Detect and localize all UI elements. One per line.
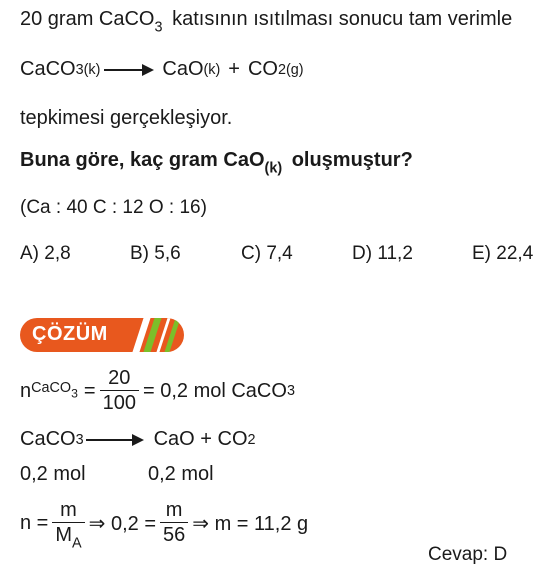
solution-reaction: CaCO 3 CaO + CO 2: [20, 428, 256, 450]
solution-mass-equation: n = $\frac{m}{M_A}$ ⇒ 0,2 = $\frac{m}{56}$ ⇒ m = 11,2 g: [20, 499, 309, 552]
question-prompt: Buna göre, kaç gram CaO$_{(k)}$ oluşmuştur?: [20, 149, 413, 177]
answer-label: Cevap: D: [428, 544, 508, 565]
option-c[interactable]: C) 7,4: [241, 243, 293, 264]
solution-mole-left: 0,2 mol: [20, 463, 86, 485]
option-e[interactable]: E) 22,4: [472, 243, 534, 264]
option-d[interactable]: D) 11,2: [352, 243, 413, 264]
reaction-arrow-icon: [104, 64, 154, 76]
solution-mole-right: 0,2 mol: [148, 463, 214, 485]
atomic-masses: (Ca : 40 C : 12 O : 16): [20, 197, 207, 218]
solution-mole-equation: n CaCO$_3$ = $\frac{20}{100}$ = 0,2 mol CaCO 3: [20, 367, 295, 414]
fraction: $\frac{20}{100}$: [100, 368, 139, 414]
reaction-equation: CaCO 3(k) CaO (k) + CO 2(g): [20, 58, 304, 80]
question-intro: 20 gram CaCO$_3$ katısının ısıtılması sonucu tam verimle: [20, 8, 513, 36]
fraction: $\frac{m}{56}$: [160, 500, 188, 546]
fraction: $\frac{m}{M_A}$: [52, 500, 84, 546]
reaction-arrow-icon: [86, 434, 144, 446]
solution-banner: ÇÖZÜM: [20, 318, 184, 352]
option-b[interactable]: B) 5,6: [130, 243, 181, 264]
option-a[interactable]: A) 2,8: [20, 243, 71, 264]
question-line3: tepkimesi gerçekleşiyor.: [20, 107, 233, 129]
